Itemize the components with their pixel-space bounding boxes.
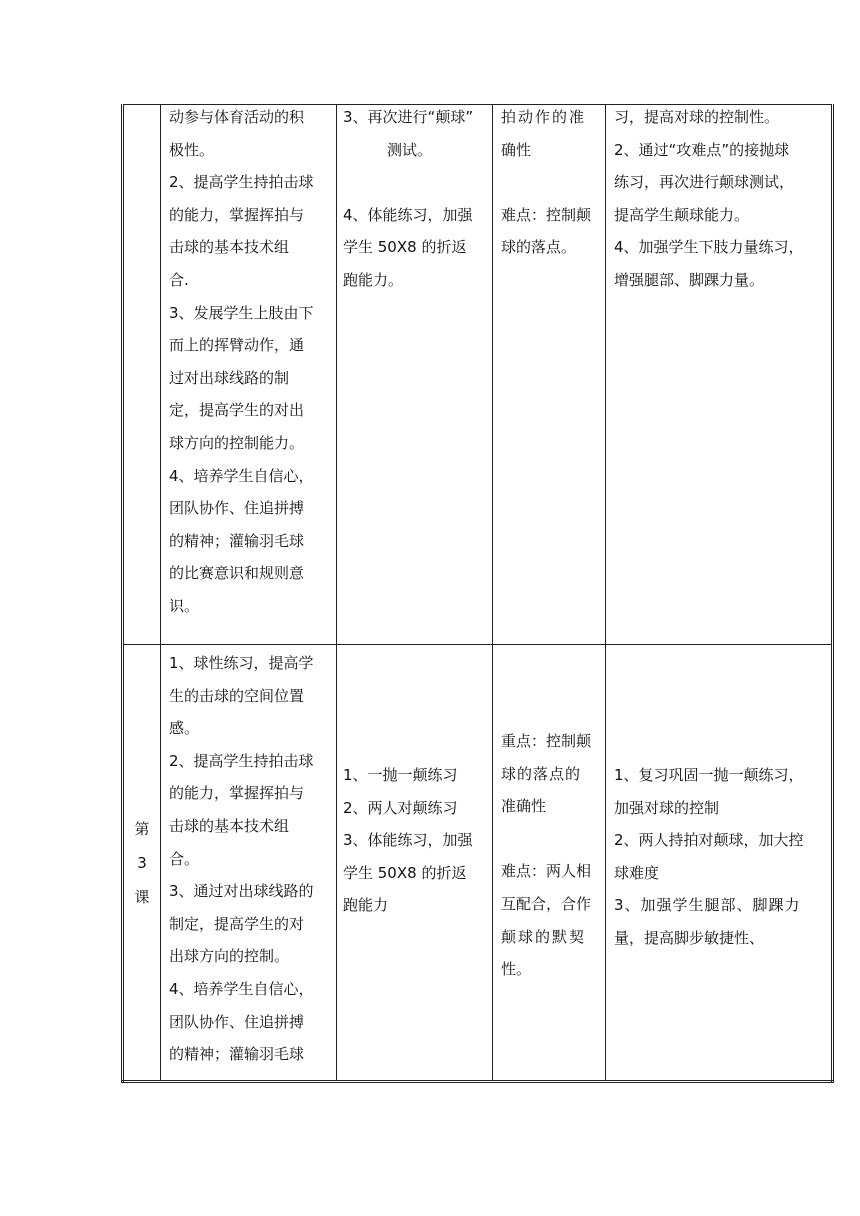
- lesson-label-cell: [123, 105, 161, 645]
- text-line: 拍动作的准: [501, 108, 587, 126]
- text-line: 的能力，掌握挥拍与: [169, 205, 305, 224]
- text-line: 3、发展学生上肢由下: [169, 303, 314, 322]
- text-line: 2、两人对颠练习: [343, 798, 458, 817]
- objectives-cell: [161, 645, 337, 1082]
- text-line: 过对出球线路的制: [169, 368, 290, 387]
- text-line: 难点：控制颠: [501, 205, 592, 224]
- methods-cell: [606, 105, 833, 645]
- text-line: 加强对球的控制: [614, 798, 720, 817]
- text-line: 制定，提高学生的对: [169, 914, 305, 933]
- text-line: 定，提高学生的对出: [169, 401, 305, 420]
- content-cell: [337, 105, 493, 645]
- text-line: 3、再次进行“颠球”: [343, 108, 474, 126]
- text-line: 2、通过“攻难点”的接抛球: [614, 140, 790, 159]
- text-line: 4、培养学生自信心，: [169, 979, 314, 998]
- text-line: 合。: [169, 849, 200, 868]
- text-line: 1、复习巩固一抛一颠练习，: [614, 766, 804, 784]
- text-line: 动参与体育活动的积: [169, 108, 305, 126]
- text-line: 击球的基本技术组: [169, 238, 290, 257]
- text-line: 确性: [501, 140, 532, 159]
- text-line: 学生 50X8 的折返: [343, 238, 467, 257]
- text-line: 练习，再次进行颠球测试，: [614, 173, 795, 192]
- text-line: 球难度: [614, 863, 660, 882]
- text-line: 极性。: [169, 140, 215, 159]
- text-line: 2、两人持拍对颠球，加大控: [614, 831, 804, 850]
- text-line: 的精神；灌输羽毛球: [169, 1045, 305, 1064]
- objectives-cell: [161, 105, 337, 645]
- lesson-label-char: 3: [137, 853, 147, 872]
- text-line: 性。: [501, 960, 532, 979]
- text-line: 4、体能练习，加强: [343, 205, 473, 224]
- text-line: 击球的基本技术组: [169, 816, 290, 835]
- lesson-label-char: 第: [134, 819, 150, 838]
- text-line: 4、培养学生自信心，: [169, 466, 314, 485]
- text-line: 跑能力: [343, 896, 389, 915]
- text-line: 1、一抛一颠练习: [343, 766, 458, 784]
- text-line: 生的击球的空间位置: [169, 686, 305, 705]
- text-line: 的精神；灌输羽毛球: [169, 531, 305, 550]
- lesson-label-cell: [123, 645, 161, 1082]
- text-line: 增强腿部、脚踝力量。: [614, 270, 765, 289]
- table-row: [123, 105, 833, 645]
- text-line: 感。: [169, 719, 200, 738]
- text-line: 而上的挥臂动作，通: [169, 336, 305, 355]
- text-line: 2、提高学生持拍击球: [169, 751, 314, 770]
- text-line: 互配合，合作: [501, 894, 592, 913]
- keypoints-cell: [493, 105, 606, 645]
- text-line: 识。: [169, 596, 200, 615]
- text-line: 的比赛意识和规则意: [169, 564, 305, 583]
- text-line: 团队协作、住追拼搏: [169, 1012, 305, 1031]
- lesson-label-char: 课: [134, 887, 150, 906]
- text-line: 量，提高脚步敏捷性、: [614, 928, 765, 947]
- text-line: 难点：两人相: [501, 862, 592, 881]
- methods-cell: [606, 645, 833, 1082]
- text-line: 合.: [169, 270, 189, 289]
- text-line: 提高学生颠球能力。: [614, 205, 750, 224]
- text-line: 的能力，掌握挥拍与: [169, 784, 305, 803]
- text-line: 球的落点。: [501, 238, 577, 257]
- text-line: 团队协作、住追拼搏: [169, 499, 305, 518]
- text-line: 3、通过对出球线路的: [169, 882, 314, 901]
- text-line: 测试。: [387, 140, 433, 159]
- keypoints-cell: [493, 645, 606, 1082]
- text-line: 3、体能练习，加强: [343, 831, 473, 850]
- text-line: 4、加强学生下肢力量练习，: [614, 238, 804, 257]
- text-line: 准确性: [501, 797, 547, 816]
- table-row: [123, 645, 833, 1082]
- text-line: 重点：控制颠: [501, 732, 592, 750]
- text-line: 习，提高对球的控制性。: [614, 108, 780, 126]
- text-line: 1、球性练习，提高学: [169, 654, 314, 672]
- text-line: 颠球的默契: [501, 927, 587, 946]
- text-line: 出球方向的控制。: [169, 947, 290, 966]
- text-line: 球的落点的: [501, 764, 582, 783]
- content-cell: [337, 645, 493, 1082]
- text-line: 跑能力。: [343, 270, 404, 289]
- text-line: 2、提高学生持拍击球: [169, 173, 314, 192]
- text-line: 学生 50X8 的折返: [343, 863, 467, 882]
- text-line: 球方向的控制能力。: [169, 433, 305, 452]
- text-line: 3、加强学生腿部、脚踝力: [614, 896, 801, 915]
- lesson-plan-table: [121, 104, 834, 1083]
